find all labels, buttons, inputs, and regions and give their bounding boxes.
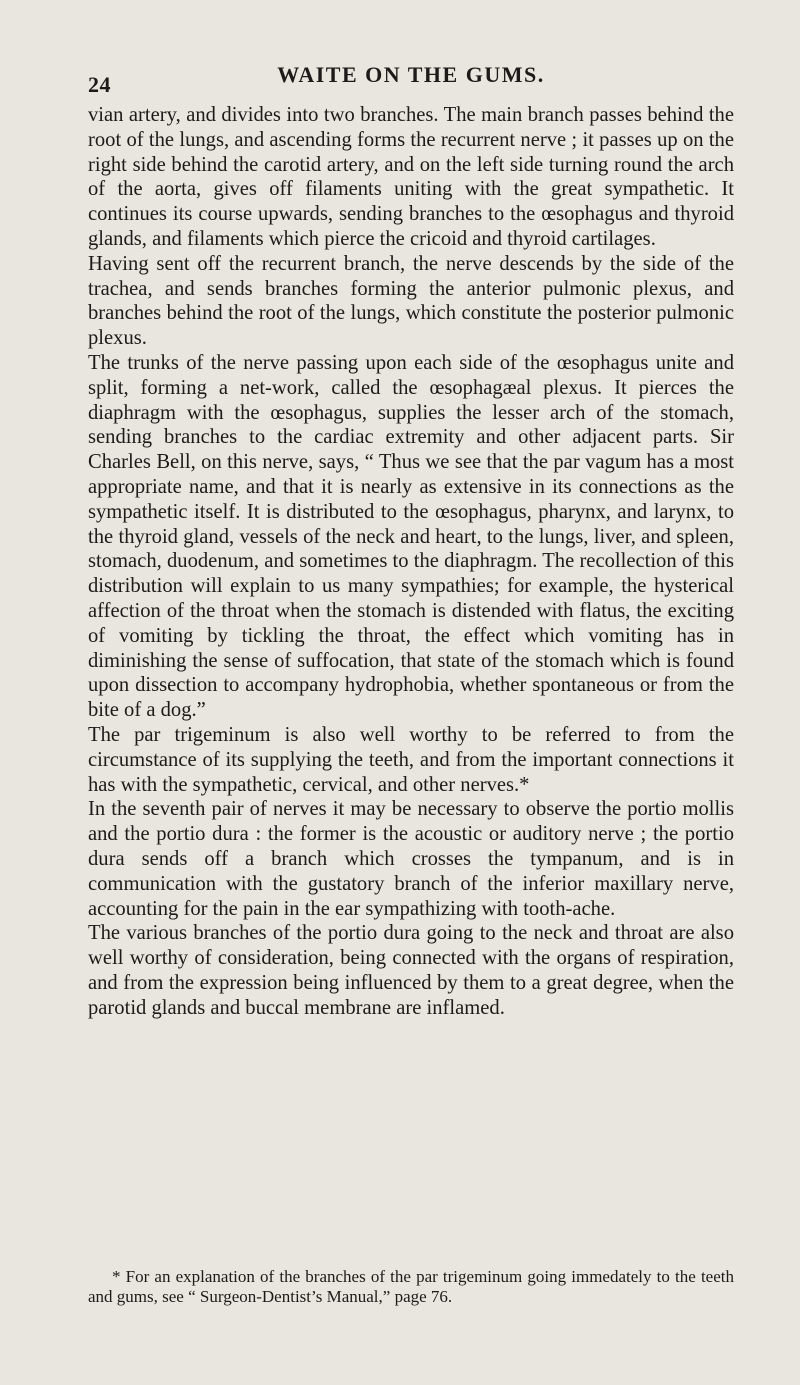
paragraph: vian artery, and divides into two branches. The main branch passes behind the root of the lungs, and ascending forms the recurrent nerve ; it passes up on the right side behind the carotid artery, and on the left side turning round the arch of the aorta, gives off filaments uniting with the great sympathetic. It continues its course upwards, sending branches to the œsophagus and thyroid glands, and filaments which pierce the cricoid and thyroid cartilages. xyxy=(88,104,734,250)
paragraph: Having sent off the recurrent branch, the nerve descends by the side of the trachea, and sends branches forming the anterior pulmonic plexus, and branches behind the root of the lungs, which constitute the posterior pulmonic plexus. xyxy=(88,252,734,350)
paragraph: The trunks of the nerve passing upon each side of the œsophagus unite and split, forming a net-work, called the œsophagæal plexus. It pierces the diaphragm with the œsophagus, supplies the lesser arch of the stomach, sending branches to the cardiac extremity and other adjacent parts. Sir Charles Bell, on this nerve, says, “ Thus we see that the par vagum has a most appropriate name, and that it is nearly as extensive in its connections as the sympathetic itself. It is distributed to the œsophagus, pharynx, and larynx, to the thyroid gland, vessels of the neck and heart, to the lungs, liver, and spleen, stomach, duodenum, and sometimes to the diaphragm. The recollection of this distribution will explain to us many sympathies; for example, the hysterical affection of the throat when the stomach is distended with flatus, the exciting of vomiting by tickling the throat, the effect which vomiting has in diminishing the sense of suffocation, that state of the stomach which is found upon dissection to accompany hydrophobia, whether spontaneous or from the bite of a dog.” xyxy=(88,351,734,722)
page-number: 24 xyxy=(88,72,111,97)
paragraph: The various branches of the portio dura going to the neck and throat are also well worthy of consideration, being connected with the organs of respiration, and from the expression being influenced by them to a great degree, when the parotid glands and buccal membrane are inflamed. xyxy=(88,922,734,1019)
paragraph: In the seventh pair of nerves it may be necessary to observe the portio mollis and the portio dura : the former is the acoustic or auditory nerve ; the portio dura sends off a branch which crosses the tympanum, and is in communication with the gustatory branch of the inferior maxillary nerve, accounting for the pain in the ear sympathizing with tooth-ache. xyxy=(88,798,734,920)
page-header xyxy=(88,62,734,97)
paragraph: The par trigeminum is also well worthy to be referred to from the circumstance of its supplying the teeth, and from the important connections it has with the sympathetic, cervical, and other nerves.* xyxy=(88,723,734,796)
footnote-text: * For an explanation of the branches of the par trigeminum going immedately to the teeth and gums, see “ Surgeon-Dentist’s Manual,” page 76. xyxy=(88,1267,734,1306)
running-head: WAITE ON THE GUMS. xyxy=(277,62,545,87)
body-text xyxy=(88,103,734,1020)
footnote xyxy=(88,1267,734,1307)
